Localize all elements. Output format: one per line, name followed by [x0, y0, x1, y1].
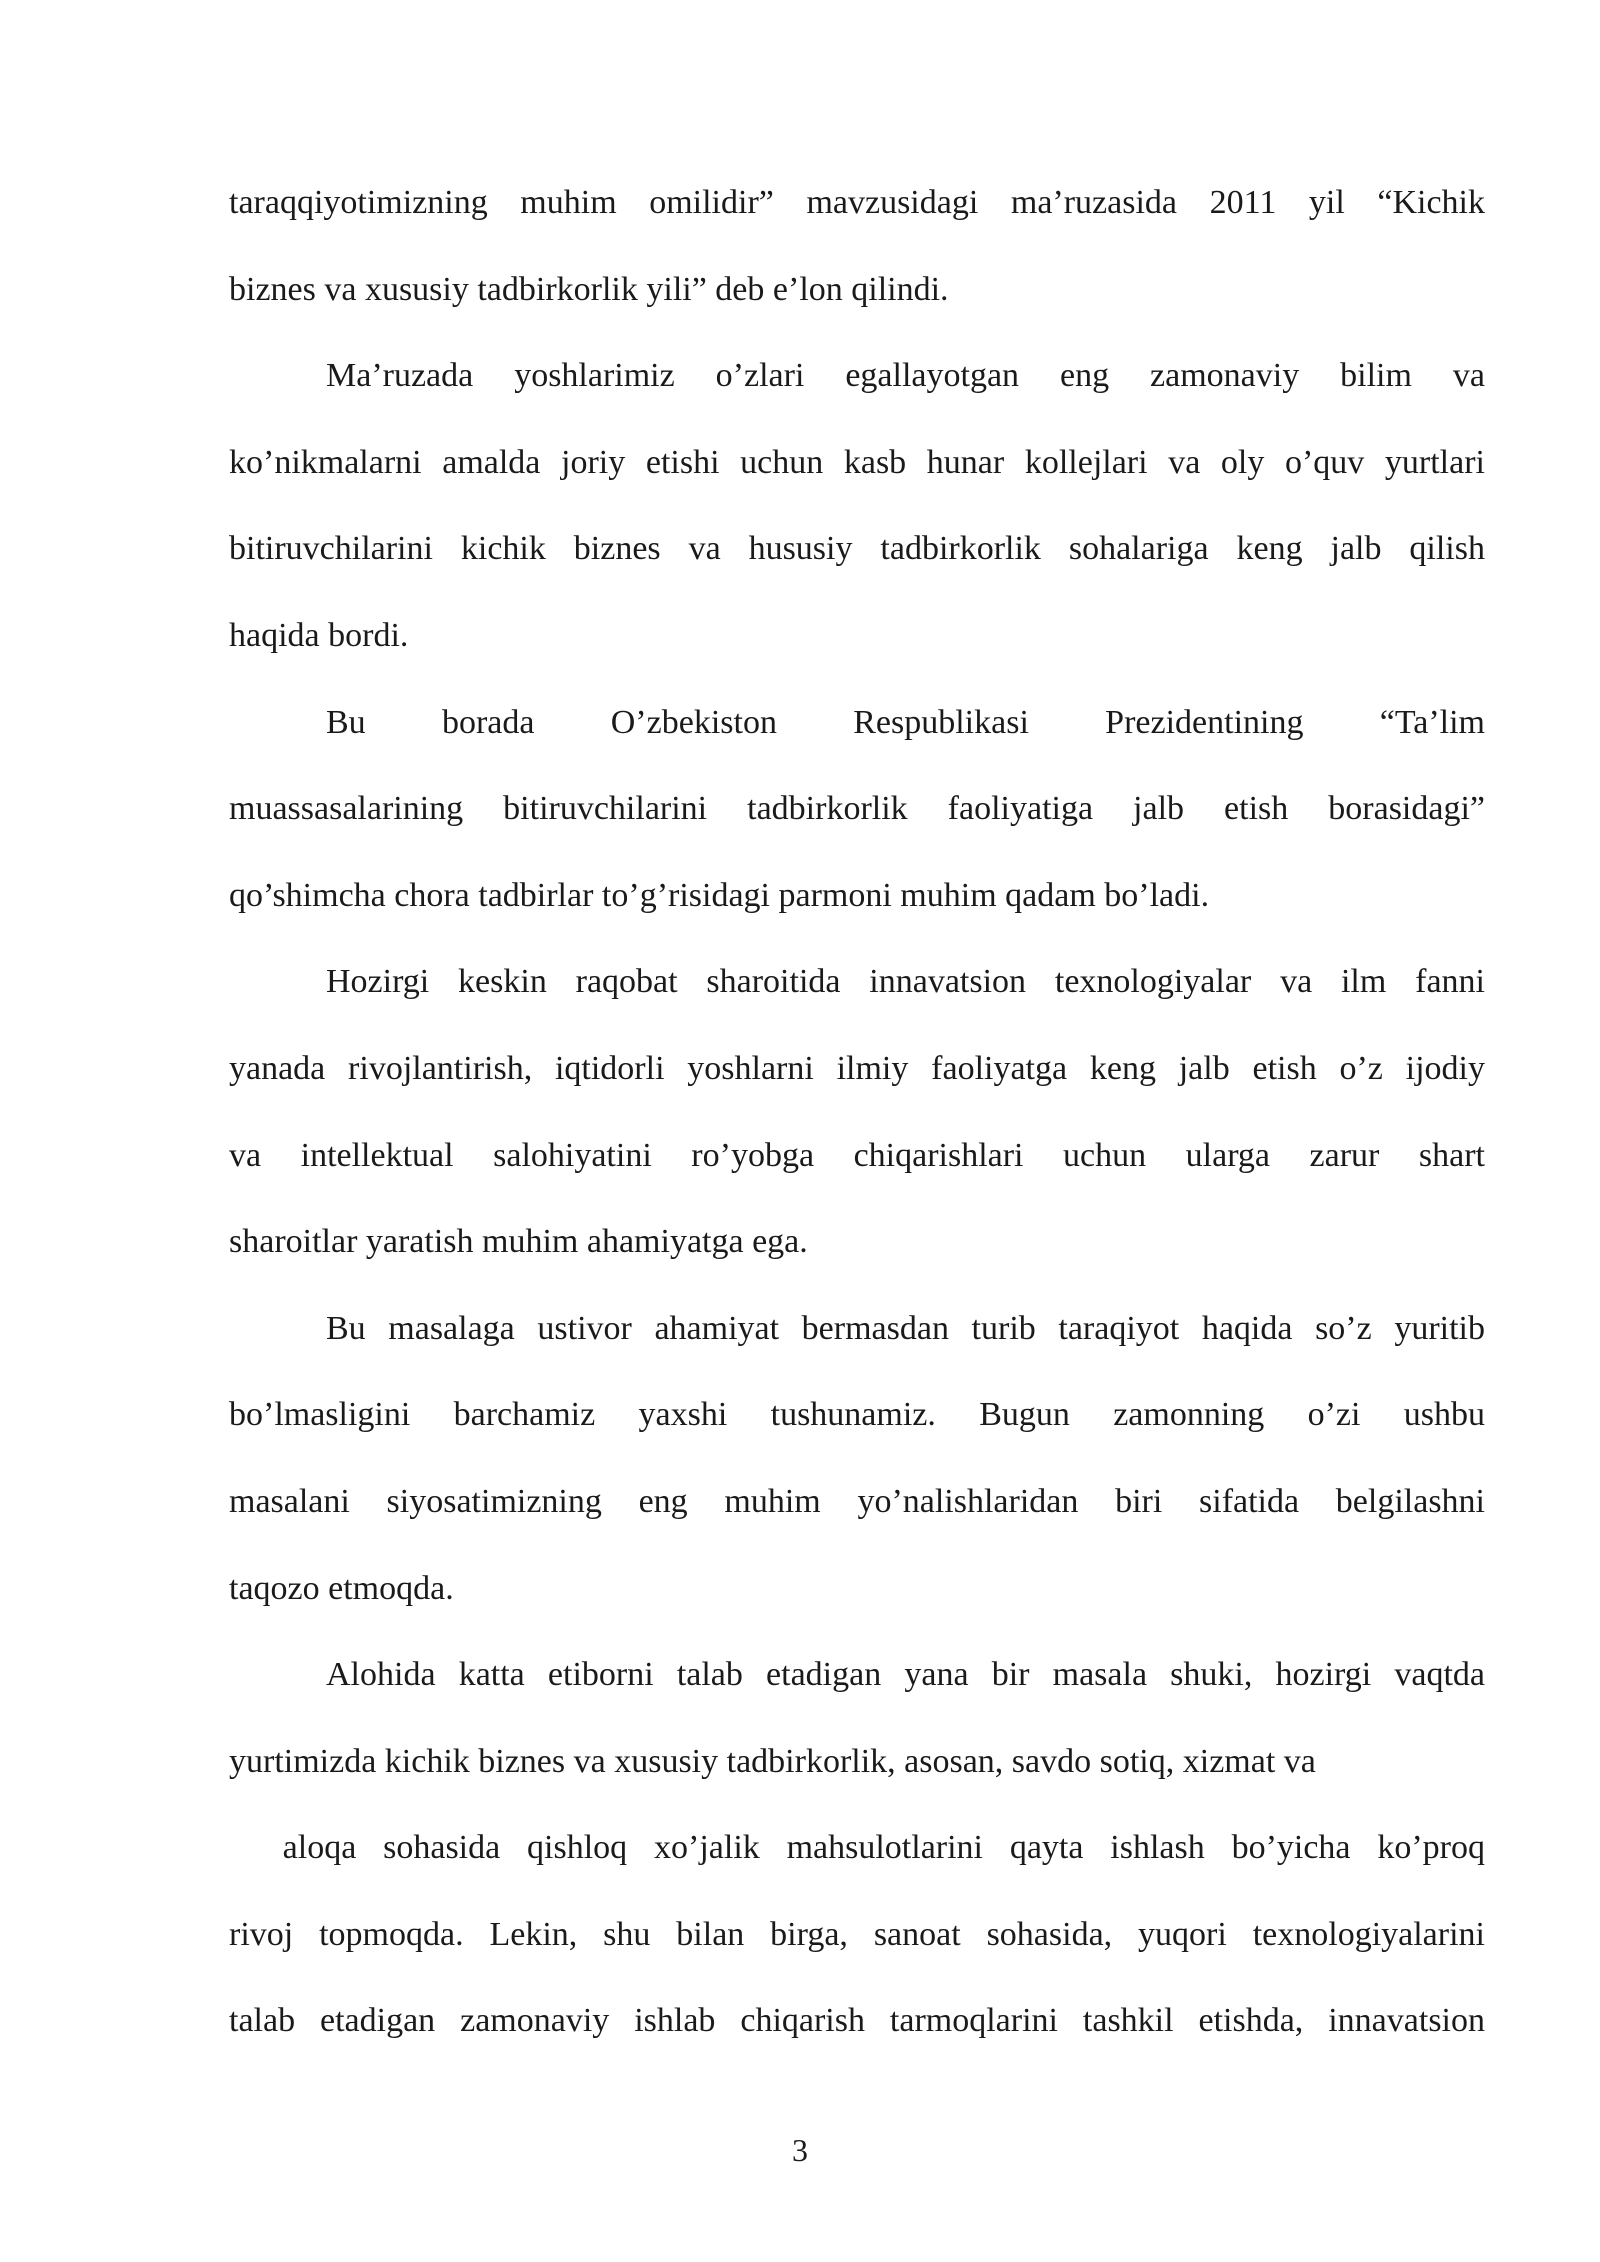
text-line: bo’lmasligini barchamiz yaxshi tushunamiz. Bugun zamonning o’zi ushbu — [229, 1396, 1485, 1434]
text-line: ko’nikmalarni amalda joriy etishi uchun kasb hunar kollejlari va oly o’quv yurtlari — [229, 443, 1485, 481]
text-line: muassasalarining bitiruvchilarini tadbirkorlik faoliyatiga jalb etish borasidagi” — [229, 790, 1485, 828]
text-line: biznes va xususiy tadbirkorlik yili” deb e’lon qilindi. — [229, 270, 949, 308]
text-line: taraqqiyotimizning muhim omilidir” mavzusidagi ma’ruzasida 2011 yil “Kichik — [229, 184, 1485, 221]
text-line: masalani siyosatimizning eng muhim yo’nalishlaridan biri sifatida belgilashni — [229, 1482, 1485, 1520]
paragraph — [229, 160, 1485, 333]
text-line: Bu borada O’zbekiston Respublikasi Prezidentining “Ta’lim — [326, 703, 1485, 741]
text-line: Alohida katta etiborni talab etadigan yana bir masala shuki, hozirgi vaqtda — [326, 1656, 1485, 1694]
text-line: rivoj topmoqda. Lekin, shu bilan birga, sanoat sohasida, yuqori texnologiyalarini — [229, 1915, 1485, 1953]
paragraph — [229, 939, 1485, 1285]
text-line: haqida bordi. — [229, 616, 409, 654]
text-line: yurtimizda kichik biznes va xususiy tadbirkorlik, asosan, savdo sotiq, xizmat va — [229, 1742, 1316, 1780]
text-line: bitiruvchilarini kichik biznes va hususiy tadbirkorlik sohalariga keng jalb qilish — [229, 530, 1485, 568]
text-line: talab etadigan zamonaviy ishlab chiqarish tarmoqlarini tashkil etishda, innavatsion — [229, 2002, 1485, 2040]
text-line: yanada rivojlantirish, iqtidorli yoshlarni ilmiy faoliyatga keng jalb etish o’z ijodiy — [229, 1049, 1485, 1087]
text-line: qo’shimcha chora tadbirlar to’g’risidagi parmoni muhim qadam bo’ladi. — [229, 876, 1210, 914]
paragraph — [229, 680, 1485, 940]
text-line: Bu masalaga ustivor ahamiyat bermasdan turib taraqiyot haqida so’z yuritib — [326, 1309, 1485, 1347]
body-text — [229, 160, 1485, 2065]
paragraph — [229, 1632, 1485, 2065]
paragraph — [229, 1286, 1485, 1632]
text-line: Hozirgi keskin raqobat sharoitida innavatsion texnologiyalar va ilm fanni — [326, 963, 1485, 1001]
page-number: 3 — [792, 2132, 808, 2168]
text-line: taqozo etmoqda. — [229, 1569, 454, 1607]
text-line: va intellektual salohiyatini ro’yobga chiqarishlari uchun ularga zarur shart — [229, 1136, 1485, 1174]
text-line: Ma’ruzada yoshlarimiz o’zlari egallayotgan eng zamonaviy bilim va — [326, 357, 1485, 395]
text-line: sharoitlar yaratish muhim ahamiyatga ega. — [229, 1223, 808, 1261]
paragraph — [229, 333, 1485, 679]
text-line: aloqa sohasida qishloq xo’jalik mahsulotlarini qayta ishlash bo’yicha ko’proq — [229, 1829, 1485, 1867]
